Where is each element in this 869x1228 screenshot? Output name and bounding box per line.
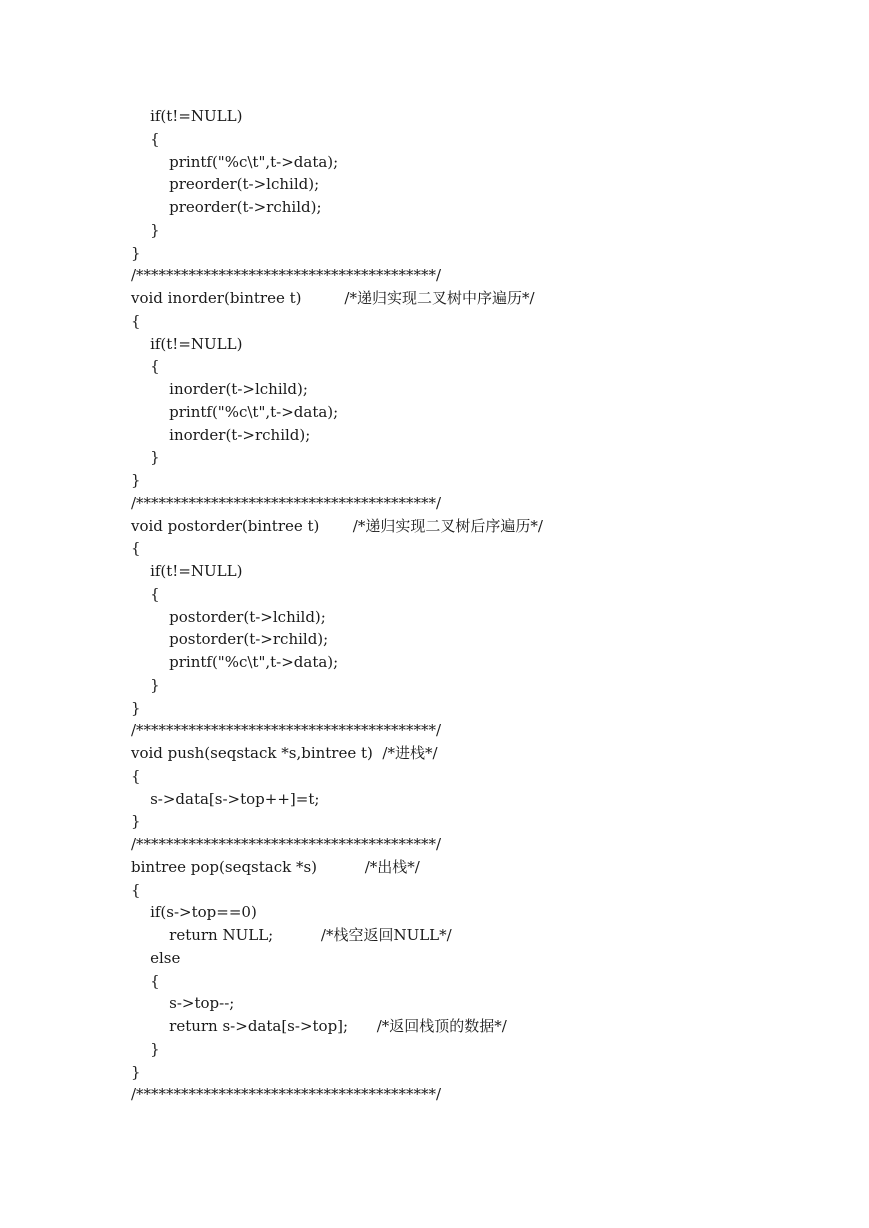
code-line: { [131,357,160,376]
code-line: { [131,129,160,148]
separator-comment: /****************************************/ [131,1085,442,1104]
code-line: preorder(t->rchild); [131,198,322,216]
code-line: s->data[s->top++]=t; [131,789,320,808]
code-line: } [131,1062,141,1081]
code-line: } [131,1039,160,1058]
code-line: } [131,471,141,489]
separator-comment: /****************************************/ [131,835,442,853]
code-line: printf("%c\t",t->data); [131,402,339,421]
code-line: return s->data[s->top]; /*返回栈顶的数据*/ [131,1017,507,1035]
code-line: { [131,311,141,330]
code-line: s->top--; [131,994,235,1013]
code-line: } [131,243,141,262]
code-line: if(t!=NULL) [131,107,243,125]
code-line: if(t!=NULL) [131,334,243,353]
function-signature-pop: bintree pop(seqstack *s) /*出栈*/ [131,857,420,876]
code-line: if(s->top==0) [131,903,257,922]
code-line: { [131,584,160,603]
separator-comment: /****************************************/ [131,493,442,512]
code-line: } [131,698,141,717]
code-line: { [131,766,141,785]
code-line: else [131,948,181,967]
code-line: { [131,880,141,899]
function-signature-postorder: void postorder(bintree t) /*递归实现二叉树后序遍历*/ [131,516,543,535]
code-line: } [131,675,160,694]
function-signature-push: void push(seqstack *s,bintree t) /*进栈*/ [131,744,438,762]
function-signature-inorder: void inorder(bintree t) /*递归实现二叉树中序遍历*/ [131,289,535,307]
code-line: postorder(t->rchild); [131,630,329,649]
code-line: return NULL; /*栈空返回NULL*/ [131,926,452,944]
code-listing [131,105,831,1106]
separator-comment: /****************************************/ [131,266,442,285]
code-line: preorder(t->lchild); [131,175,320,194]
code-line: postorder(t->lchild); [131,607,326,626]
separator-comment: /****************************************/ [131,721,442,740]
code-line: { [131,539,141,558]
code-line: printf("%c\t",t->data); [131,653,339,671]
code-line: { [131,971,160,990]
code-line: if(t!=NULL) [131,562,243,580]
code-line: inorder(t->lchild); [131,380,308,398]
code-line: } [131,220,160,239]
code-line: printf("%c\t",t->data); [131,152,339,171]
code-line: inorder(t->rchild); [131,425,311,444]
code-line: } [131,812,141,831]
code-line: } [131,448,160,467]
